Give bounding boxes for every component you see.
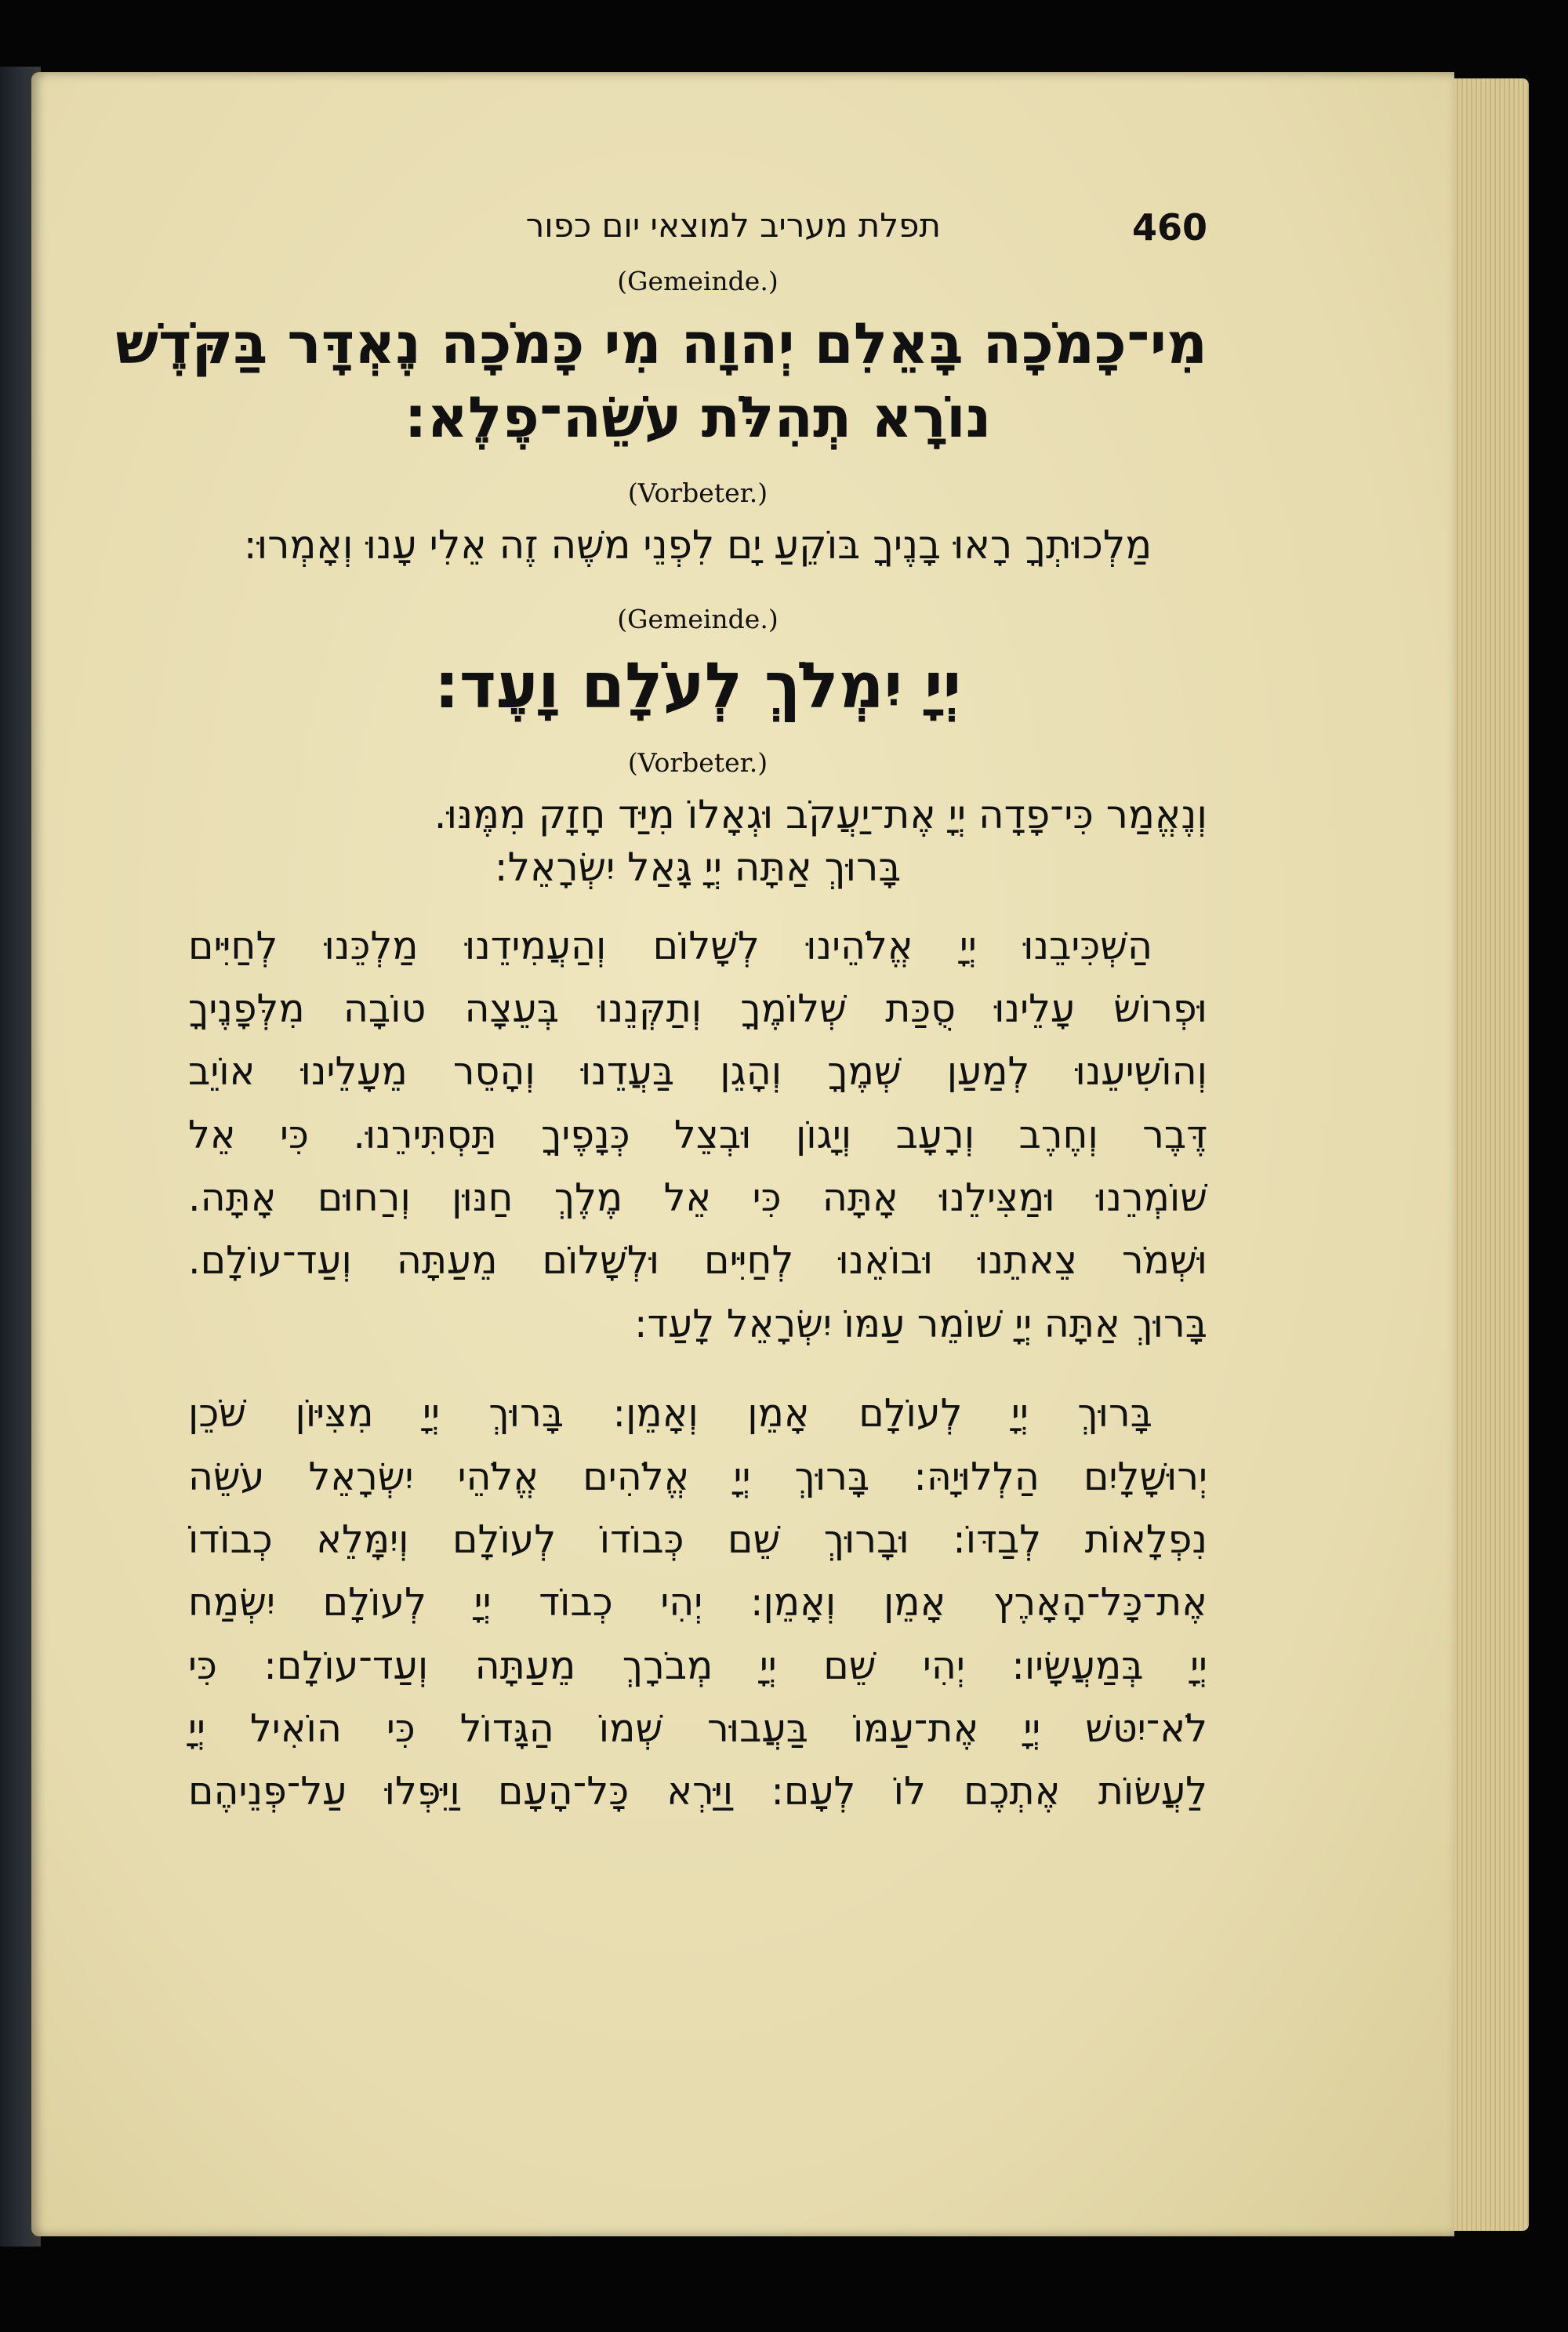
verse-line: מַלְכוּתְךָ רָאוּ בָנֶיךָ בּוֹקֵעַ יָם לִפְנֵי משֶׁה זֶה אֵלִי עָנוּ וְאָמְרוּ: [243,522,1152,568]
page-number: 460 [1131,206,1207,249]
text-line: אֶת־כָּל־הָאָרֶץ אָמֵן וְאָמֵן: יְהִי כְבוֹד יְיָ לְעוֹלָם יִשְׂמַח [188,1580,1207,1625]
section-label-congregation: (Gemeinde.) [617,266,779,296]
page-content [115,200,1207,1824]
verse-line: נוֹרָא תְהִלֹּת עֹשֵׂה־פֶלֶא: [404,383,992,450]
text-line: דֶּבֶר וְחֶרֶב וְרָעָב וְיָגוֹן וּבְצֵל כְּנָפֶיךָ תַּסְתִּירֵנוּ. כִּי אֵל [188,1112,1207,1157]
text-line: לֹא־יִטּשׁ יְיָ אֶת־עַמּוֹ בַּעֲבוּר שְׁמוֹ הַגָּדוֹל כִּי הוֹאִיל יְיָ [188,1706,1207,1751]
text-line: לַעֲשׂוֹת אֶתְכֶם לוֹ לְעָם: וַיַּרְא כָּל־הָעָם וַיִּפְּלוּ עַל־פְּנֵיהֶם [188,1769,1207,1814]
text-line: נִפְלָאוֹת לְבַדּוֹ: וּבָרוּךְ שֵׁם כְּבוֹדוֹ לְעוֹלָם וְיִמָּלֵא כְבוֹדוֹ [188,1517,1207,1562]
prayer-paragraph-baruch [188,1382,1207,1824]
section-label-cantor: (Vorbeter.) [627,746,768,778]
text-line: וּפְרוֹשׂ עָלֵינוּ סֻכַּת שְׁלוֹמֶךָ וְתַקְּנֵנוּ בְּעֵצָה טוֹבָה מִלְּפָנֶיךָ [188,986,1207,1032]
section-label-congregation: (Gemeinde.) [617,603,779,634]
text-line: בָּרוּךְ יְיָ לְעוֹלָם אָמֵן וְאָמֵן: בָּרוּךְ יְיָ מִצִּיּוֹן שֹׁכֵן [188,1391,1152,1437]
section-label-cantor: (Vorbeter.) [627,478,768,509]
verse-line: וְנֶאֱמַר כִּי־פָדָה יְיָ אֶת־יַעֲקֹב וּגְאָלוֹ מִיַּד חָזָק מִמֶּנּוּ. [434,791,1207,837]
verse-line: בָּרוּךְ אַתָּה יְיָ גָּאַל יִשְׂרָאֵל: [494,845,902,891]
text-line: וְהוֹשִׁיעֵנוּ לְמַעַן שְׁמֶךָ וְהָגֵן בַּעֲדֵנוּ וְהָסֵר מֵעָלֵינוּ אוֹיֵב [188,1049,1207,1095]
text-line: בָּרוּךְ אַתָּה יְיָ שׁוֹמֵר עַמּוֹ יִשְׂרָאֵל לָעַד: [634,1301,1207,1346]
text-line: יְרוּשָׁלָיִם הַלְלוּיָהּ: בָּרוּךְ יְיָ אֱלֹהִים אֱלֹהֵי יִשְׂרָאֵל עֹשֵׂה [188,1454,1207,1499]
verse-line: יְיָ יִמְלֹךְ לְעֹלָם וָעֶד: [434,648,962,722]
running-head-title: תפלת מעריב למוצאי יום כפור [525,206,941,245]
text-line: וּשְׁמֹר צֵאתֵנוּ וּבוֹאֵנוּ לְחַיִּים וּלְשָׁלוֹם מֵעַתָּה וְעַד־עוֹלָם. [188,1238,1207,1284]
text-line: שׁוֹמְרֵנוּ וּמַצִּילֵנוּ אָתָּה כִּי אֵל מֶלֶךְ חַנּוּן וְרַחוּם אָתָּה. [188,1175,1207,1221]
page-fore-edge [1454,78,1529,2231]
text-line: הַשְׁכִּיבֵנוּ יְיָ אֱלֹהֵינוּ לְשָׁלוֹם וְהַעֲמִידֵנוּ מַלְכֵּנוּ לְחַיִּים [188,923,1152,968]
prayer-paragraph-hashkivenu [188,915,1207,1357]
running-head [188,200,1207,255]
text-line: יְיָ בְּמַעֲשָׂיו: יְהִי שֵׁם יְיָ מְבֹרָךְ מֵעַתָּה וְעַד־עוֹלָם: כִּי [188,1643,1207,1688]
verse-line: מִי־כָמֹכָה בָּאֵלִם יְהוָה מִי כָּמֹכָה נֶאְדָּר בַּקֹּדֶשׁ [115,311,1207,376]
